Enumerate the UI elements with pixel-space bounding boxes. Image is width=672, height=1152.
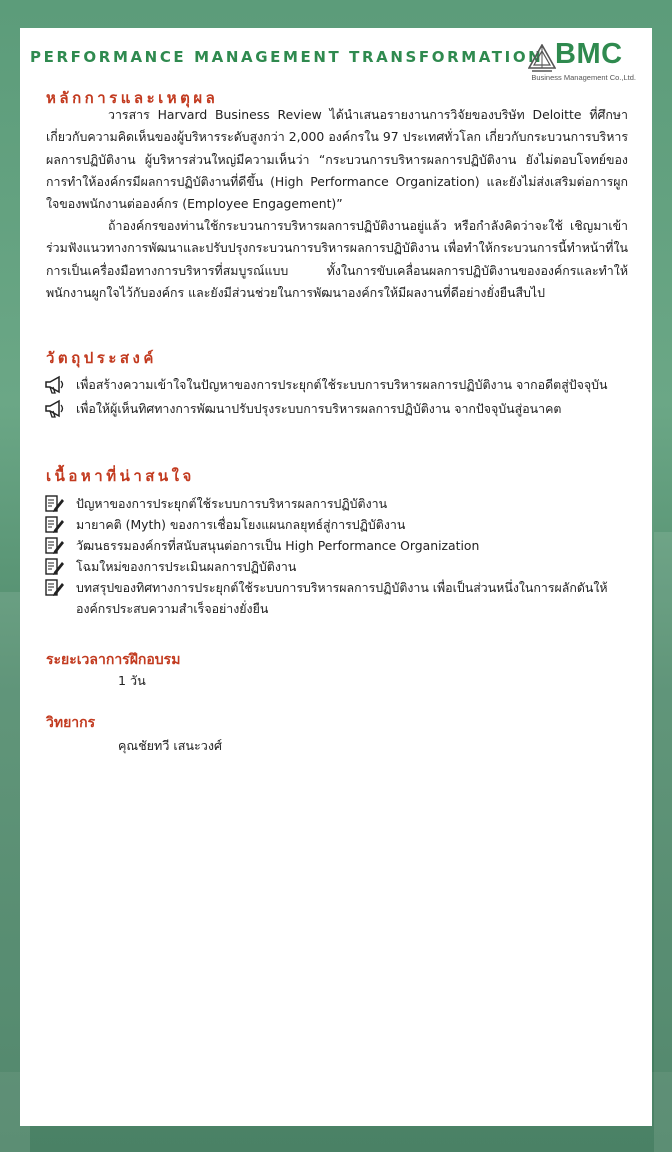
bmc-logo: [522, 40, 640, 88]
note-edit-icon: [44, 536, 66, 556]
speaker-heading: วิทยากร: [46, 715, 96, 731]
objective-text-1: เพื่อสร้างความเข้าใจในปัญหาของการประยุกต์ใช้ระบบการบริหารผลการปฏิบัติงาน จากอดีตสู่ปัจจุบัน: [76, 377, 608, 392]
note-edit-icon: [44, 578, 66, 598]
list-item: [44, 577, 624, 619]
objective-text-2: เพื่อให้ผู้เห็นทิศทางการพัฒนาปรับปรุงระบบการบริหารผลการปฏิบัติงาน จากปัจจุบันสู่อนาคต: [76, 401, 562, 416]
page-title: PERFORMANCE MANAGEMENT TRANSFORMATION: [30, 48, 544, 66]
principles-text-2: ถ้าองค์กรของท่านใช้กระบวนการบริหารผลการปฏิบัติงานอยู่แล้ว หรือกำลังคิดว่าจะใช้ เชิญมาเข้าร่วมฟังแนวทางการพัฒนาและปรับปรุงกระบวนการบริหารผลการปฏิบัติงาน เพื่อทำให้กระบวนการนี้ทำหน้าที่ในการเป็นเครื่องมือทางการบริหารที่สมบูรณ์แบบ ทั้งในการขับเคลื่อนผลการปฏิบัติงานขององค์กรและทำให้พนักงานผูกใจไว้กับองค์กร และยังมีส่วนช่วยในการพัฒนาองค์กรให้มีผลงานที่ดีอย่างยั่งยืนสืบไป: [46, 218, 628, 300]
list-item: [44, 514, 624, 535]
content-text-3: วัฒนธรรมองค์กรที่สนับสนุนต่อการเป็น High Performance Organization: [76, 538, 480, 553]
bmc-logo-icon: [528, 44, 556, 74]
logo-subtitle: Business Management Co.,Ltd.: [531, 73, 636, 82]
megaphone-icon: [44, 375, 66, 395]
list-item: [44, 374, 624, 395]
content-text-5: บทสรุปของทิศทางการประยุกต์ใช้ระบบการบริหารผลการปฏิบัติงาน เพื่อเป็นส่วนหนึ่งในการผลักดันให้องค์กรประสบความสำเร็จอย่างยั่งยืน: [76, 580, 608, 616]
objectives-heading: วัตถุประสงค์: [46, 349, 157, 367]
contents-heading: เนื้อหาที่น่าสนใจ: [46, 467, 195, 485]
duration-heading: ระยะเวลาการฝึกอบรม: [46, 652, 181, 668]
principles-paragraph-2: [46, 215, 628, 304]
list-item: [44, 535, 624, 556]
brochure-card: [20, 28, 652, 1126]
header: [30, 40, 640, 88]
note-edit-icon: [44, 515, 66, 535]
list-item: [44, 556, 624, 577]
note-edit-icon: [44, 557, 66, 577]
content-text-4: โฉมใหม่ของการประเมินผลการปฏิบัติงาน: [76, 559, 297, 574]
content-text-2: มายาคติ (Myth) ของการเชื่อมโยงแผนกลยุทธ์สู่การปฏิบัติงาน: [76, 517, 406, 532]
contents-list: [44, 493, 624, 619]
principles-heading: หลักการและเหตุผล: [46, 89, 219, 107]
content-text-1: ปัญหาของการประยุกต์ใช้ระบบการบริหารผลการปฏิบัติงาน: [76, 496, 388, 511]
objectives-list: [44, 374, 624, 419]
list-item: [44, 398, 624, 419]
logo-wordmark: BMC: [555, 38, 623, 70]
duration-value: 1 วัน: [118, 673, 146, 688]
list-item: [44, 493, 624, 514]
megaphone-icon: [44, 399, 66, 419]
speaker-value: คุณชัยทวี เสนะวงศ์: [118, 738, 222, 753]
note-edit-icon: [44, 494, 66, 514]
principles-paragraph-1: [46, 104, 628, 215]
principles-text-1: วารสาร Harvard Business Review ได้นำเสนอรายงานการวิจัยของบริษัท Deloitte ที่ศึกษาเกี่ยวกับความคิดเห็นของผู้บริหารระดับสูงกว่า 2,000 องค์กรใน 97 ประเทศทั่วโลก เกี่ยวกับกระบวนการบริหารผลการปฏิบัติงาน ผู้บริหารส่วนใหญ่มีความเห็นว่า “กระบวนการบริหารผลการปฏิบัติงาน ยังไม่ตอบโจทย์ของการทำให้องค์กรมีผลการปฏิบัติงานที่ดีขึ้น (High Performance Organization) และยังไม่ส่งเสริมต่อการผูกใจของพนักงานต่อองค์กร (Employee Engagement)”: [46, 107, 628, 212]
